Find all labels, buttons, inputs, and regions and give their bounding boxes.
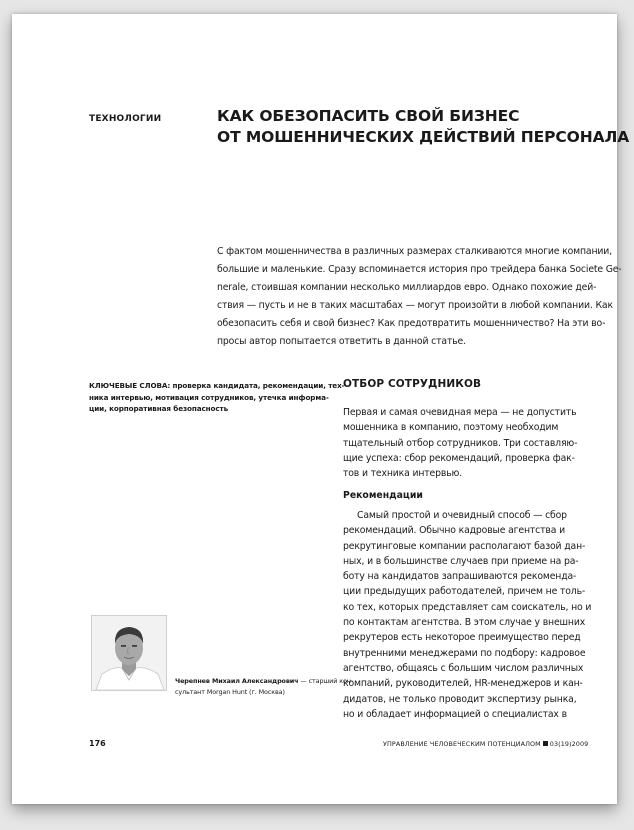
subheading: Рекомендации — [343, 490, 423, 501]
running-footer — [383, 740, 588, 748]
lead-line: обезопасить себя и свой бизнес? Как предотвратить мошенничество? На эти во- — [217, 318, 606, 329]
author-portrait-image — [92, 616, 166, 690]
article-title — [217, 106, 630, 148]
body-paragraph — [343, 405, 603, 481]
text-line: ко тех, которых представляет сам соискатель, но и — [343, 601, 592, 613]
text-line: но и обладает информацией о специалистах в — [343, 708, 567, 720]
text-line: компаний, руководителей, HR-менеджеров и кан- — [343, 678, 583, 690]
text-line: рекрутеров есть некоторое преимущество перед — [343, 632, 581, 644]
author-caption — [175, 676, 354, 698]
text-line: тов и техника интервью. — [343, 468, 463, 480]
text-line: мошенника в компанию, поэтому необходим — [343, 422, 559, 434]
issue-number: 03(19)2009 — [549, 740, 589, 748]
text-line: по контактам агентства. В этом случае у внешних — [343, 617, 586, 629]
text-line: внутренними менеджерами по подбору: кадровое — [343, 647, 586, 659]
author-photo — [91, 615, 167, 691]
text-line: тщательный отбор сотрудников. Три составляю- — [343, 437, 578, 449]
title-line: ОТ МОШЕННИЧЕСКИХ ДЕЙСТВИЙ ПЕРСОНАЛА — [217, 128, 630, 146]
text-line: щие успеха: сбор рекомендаций, проверка фак- — [343, 452, 575, 464]
author-role: сультант Morgan Hunt (г. Москва) — [175, 688, 285, 696]
magazine-page — [12, 14, 630, 804]
journal-name: УПРАВЛЕНИЕ ЧЕЛОВЕЧЕСКИМ ПОТЕНЦИАЛОМ — [383, 740, 541, 748]
text-line: ции предыдущих работодателей, причем не толь- — [343, 586, 586, 598]
text-line: ных, и в большинстве случаев при приеме на ра- — [343, 555, 579, 567]
lead-line: просы автор попытается ответить в данной статье. — [217, 336, 466, 347]
text-line: агентство, общаясь с большим числом различных — [343, 662, 584, 674]
keywords-text: ции, корпоративная безопасность — [89, 404, 229, 413]
lead-line: ствия — пусть и не в таких масштабах — могут произойти в любой компании. Как — [217, 300, 613, 311]
section-heading: ОТБОР СОТРУДНИКОВ — [343, 378, 482, 390]
author-role: — старший кон- — [298, 677, 354, 685]
author-name: Черепнев Михаил Александрович — [175, 677, 299, 685]
title-line: КАК ОБЕЗОПАСИТЬ СВОЙ БИЗНЕС — [217, 107, 520, 125]
text-line: рекрутинговые компании располагают базой дан- — [343, 540, 586, 552]
text-line: Самый простой и очевидный способ — сбор — [343, 510, 567, 521]
keywords-label: КЛЮЧЕВЫЕ СЛОВА: — [89, 381, 171, 390]
square-bullet-icon — [543, 741, 548, 746]
text-line: рекомендаций. Обычно кадровые агентства и — [343, 525, 565, 537]
keywords-text: ника интервью, мотивация сотрудников, утечка информа- — [89, 392, 329, 402]
lead-line: большие и маленькие. Сразу вспоминается история про трейдера банка Societe Ge- — [217, 264, 622, 275]
text-line: боту на кандидатов запрашиваются рекоменда- — [343, 571, 577, 583]
lead-paragraph — [217, 243, 622, 351]
keywords-block — [89, 380, 345, 415]
body-paragraph — [343, 508, 603, 722]
lead-line: nerale, стоившая компании несколько миллиардов евро. Однако похожие дей- — [217, 282, 597, 293]
keywords-text: проверка кандидата, рекомендации, тех- — [170, 381, 345, 390]
section-label: ТЕХНОЛОГИИ — [89, 114, 162, 124]
lead-line: С фактом мошенничества в различных размерах сталкиваются многие компании, — [217, 246, 612, 257]
page-number: 176 — [89, 739, 106, 748]
text-line: дидатов, не только проводит экспертизу рынка, — [343, 693, 577, 705]
text-line: Первая и самая очевидная мера — не допустить — [343, 407, 577, 418]
